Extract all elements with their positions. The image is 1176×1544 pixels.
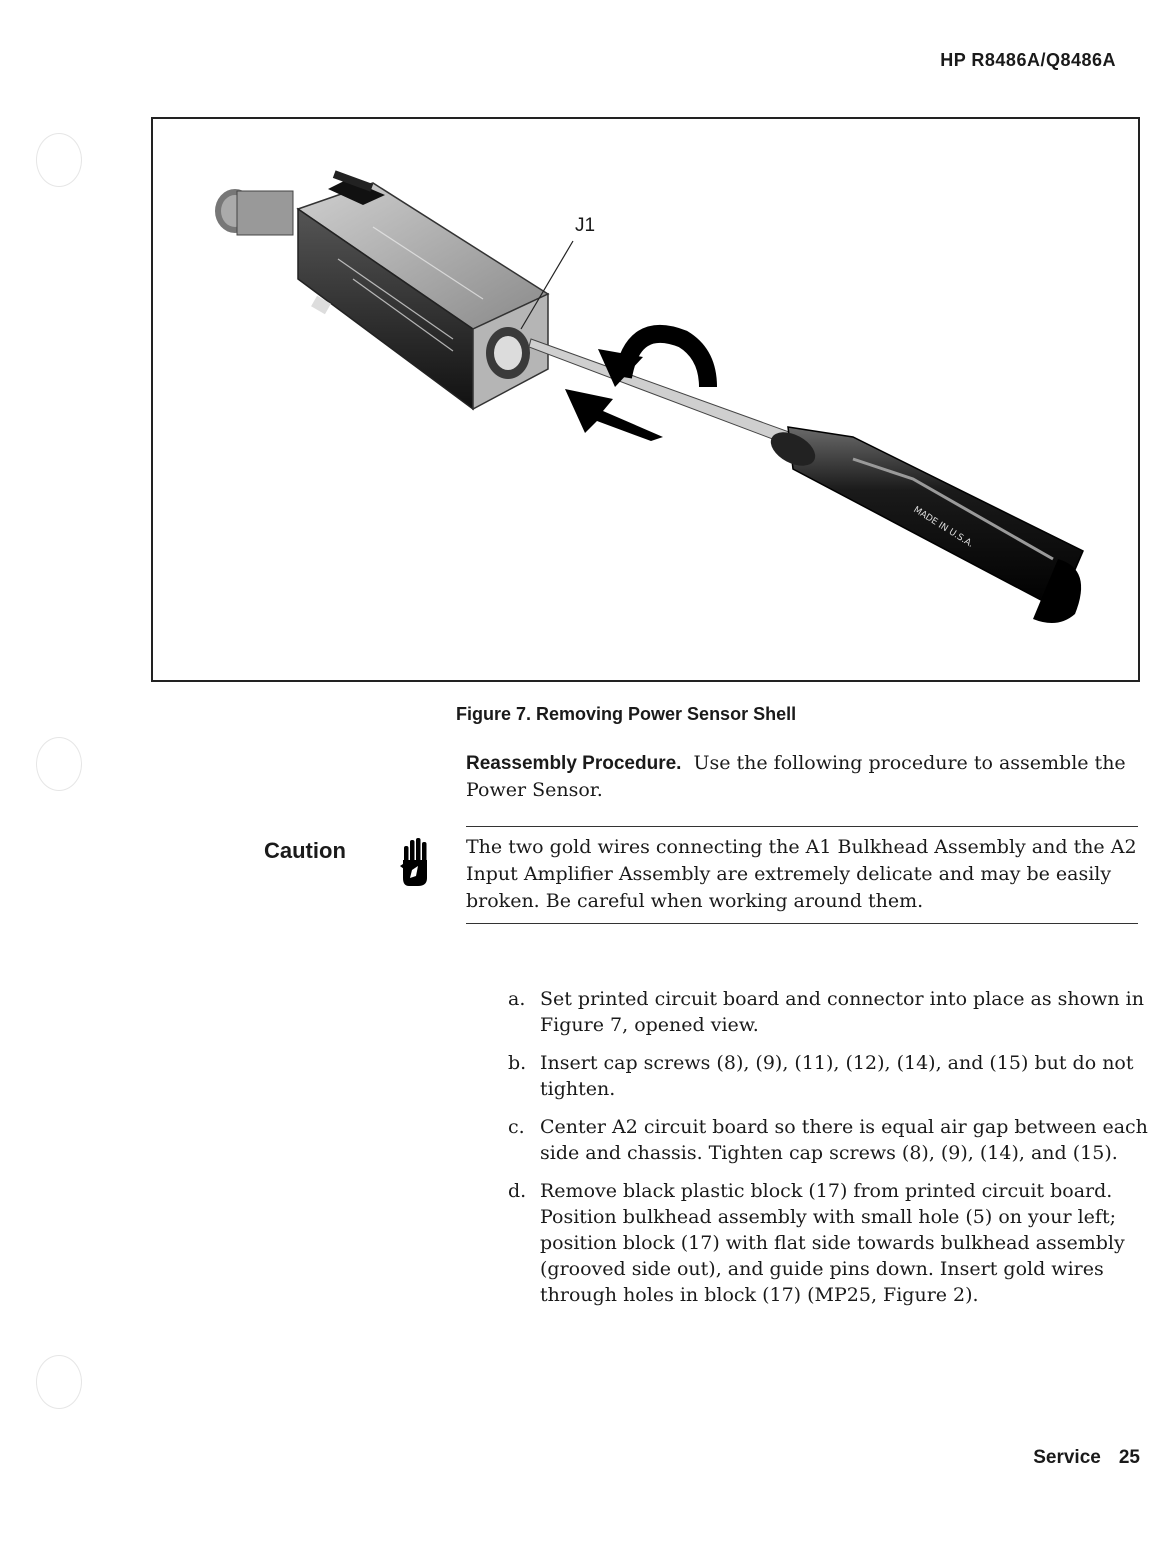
page-number: 25	[1118, 1447, 1140, 1468]
step-letter: a.	[508, 988, 526, 1010]
hand-icon	[400, 836, 430, 888]
punch-hole	[36, 1355, 82, 1409]
caution-top-rule	[466, 826, 1138, 827]
j1-label: J1	[575, 215, 596, 236]
reassembly-text: Use the following procedure to assemble the Power Sensor.	[466, 752, 1126, 801]
caution-bottom-rule	[466, 923, 1138, 924]
sensor-connector	[215, 189, 293, 235]
rotate-arrow-icon	[598, 334, 708, 387]
reassembly-steps	[508, 986, 1148, 1320]
figure-7-illustration	[153, 119, 1138, 680]
step-letter: d.	[508, 1180, 527, 1202]
list-item	[508, 1178, 1148, 1308]
caution-text: The two gold wires connecting the A1 Bulkhead Assembly and the A2 Input Amplifier Assembly are extremely delicate and may be easily broken. Be careful when working around them.	[466, 836, 1137, 912]
reassembly-lead: Reassembly Procedure.	[466, 753, 682, 774]
figure-caption: Figure 7. Removing Power Sensor Shell	[456, 704, 797, 724]
page-footer	[1033, 1447, 1140, 1469]
power-sensor-body	[298, 170, 548, 409]
list-item	[508, 986, 1148, 1038]
step-text: Set printed circuit board and connector into place as shown in Figure 7, opened view.	[540, 988, 1144, 1036]
footer-section: Service	[1033, 1447, 1101, 1468]
punch-hole	[36, 133, 82, 187]
caution-label: Caution	[264, 838, 346, 863]
step-letter: b.	[508, 1052, 527, 1074]
punch-hole	[36, 737, 82, 791]
list-item	[508, 1114, 1148, 1166]
step-text: Insert cap screws (8), (9), (11), (12), (14), and (15) but do not tighten.	[540, 1052, 1134, 1100]
step-text: Remove black plastic block (17) from printed circuit board. Position bulkhead assembly with small hole (5) on your left; position block (17) with flat side towards bulkhead assembly (grooved side out), and guide pins down. Insert gold wires through holes in block (17) (MP25, Figure 2).	[540, 1180, 1125, 1306]
list-item	[508, 1050, 1148, 1102]
step-text: Center A2 circuit board so there is equal air gap between each side and chassis. Tighten cap screws (8), (9), (14), and (15).	[540, 1116, 1148, 1164]
document-header: HP R8486A/Q8486A	[940, 50, 1116, 70]
figure-7-frame	[151, 117, 1140, 682]
step-letter: c.	[508, 1116, 525, 1138]
screwdriver	[529, 339, 1083, 623]
push-arrow-icon	[565, 389, 663, 441]
svg-text:MADE IN U.S.A.: MADE IN U.S.A.	[911, 505, 975, 550]
reassembly-paragraph	[466, 750, 1146, 804]
